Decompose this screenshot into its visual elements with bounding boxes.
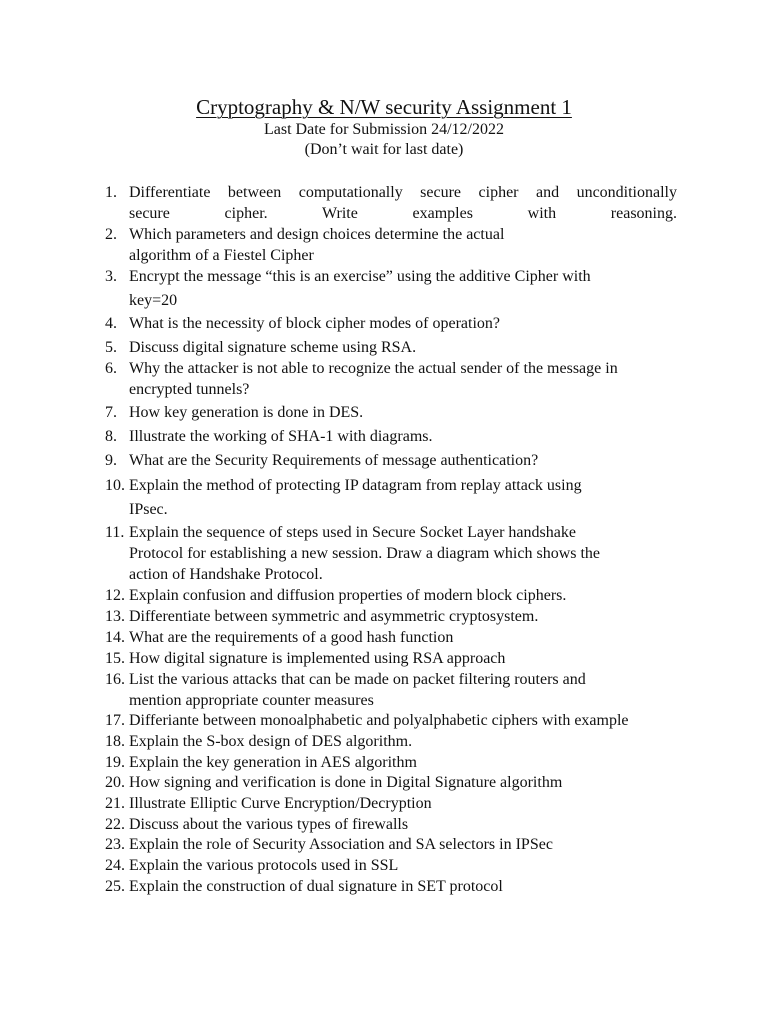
question-item — [105, 814, 677, 835]
question-text: How key generation is done in DES. — [129, 404, 364, 421]
question-item — [105, 522, 677, 585]
question-number: 20. — [105, 774, 125, 791]
question-number: 25. — [105, 878, 125, 895]
question-text: Explain the construction of dual signature in SET protocol — [129, 878, 503, 895]
question-item — [105, 450, 677, 471]
question-item — [105, 313, 677, 334]
question-item — [105, 182, 677, 224]
question-number: 3. — [105, 268, 117, 285]
question-number: 4. — [105, 315, 117, 332]
question-item — [105, 648, 677, 669]
reminder-note: (Don’t wait for last date) — [304, 141, 464, 158]
question-text: What is the necessity of block cipher modes of operation? — [129, 315, 500, 332]
question-text: Explain the key generation in AES algorithm — [129, 754, 417, 771]
question-number: 1. — [105, 184, 117, 201]
question-text: Explain the S-box design of DES algorithm. — [129, 733, 413, 750]
question-item — [105, 752, 677, 773]
question-item — [105, 337, 677, 358]
question-text: List the various attacks that can be made on packet filtering routers and mention appropriate counter measures — [129, 671, 586, 709]
question-number: 23. — [105, 836, 125, 853]
question-number: 10. — [105, 477, 125, 494]
question-item — [105, 876, 677, 897]
question-number: 21. — [105, 795, 125, 812]
question-text: Differiante between monoalphabetic and polyalphabetic ciphers with example — [129, 712, 629, 729]
question-item — [105, 585, 677, 606]
question-text: What are the requirements of a good hash function — [129, 629, 454, 646]
question-number: 8. — [105, 428, 117, 445]
question-item — [105, 402, 677, 423]
question-text: Differentiate between computationally secure cipher and unconditionally secure cipher. Write examples with reasoning. — [129, 184, 677, 222]
question-number: 7. — [105, 404, 117, 421]
question-item — [105, 669, 677, 711]
question-text: What are the Security Requirements of message authentication? — [129, 452, 539, 469]
submission-date-line: Last Date for Submission 24/12/2022 — [264, 121, 504, 138]
question-number: 6. — [105, 360, 117, 377]
question-number: 9. — [105, 452, 117, 469]
question-text: Why the attacker is not able to recognize the actual sender of the message in encrypted tunnels? — [129, 360, 618, 398]
question-text: Illustrate the working of SHA-1 with diagrams. — [129, 428, 433, 445]
question-text: Differentiate between symmetric and asymmetric cryptosystem. — [129, 608, 539, 625]
question-text: Discuss about the various types of firewalls — [129, 816, 409, 833]
question-item — [105, 358, 677, 400]
question-number: 13. — [105, 608, 125, 625]
question-text: Discuss digital signature scheme using RSA. — [129, 339, 417, 356]
question-item — [105, 834, 677, 855]
question-item — [105, 224, 677, 266]
question-item — [105, 793, 677, 814]
question-text: Explain the sequence of steps used in Secure Socket Layer handshake Protocol for establishing a new session. Draw a diagram which shows the action of Handshake Protocol. — [129, 524, 601, 583]
question-text: How signing and verification is done in Digital Signature algorithm — [129, 774, 563, 791]
question-number: 22. — [105, 816, 125, 833]
question-item — [105, 627, 677, 648]
question-text: Explain the method of protecting IP datagram from replay attack using IPsec. — [129, 477, 582, 518]
question-number: 12. — [105, 587, 125, 604]
question-text: How digital signature is implemented using RSA approach — [129, 650, 506, 667]
question-item — [105, 426, 677, 447]
question-number: 14. — [105, 629, 125, 646]
question-number: 16. — [105, 671, 125, 688]
question-item — [105, 606, 677, 627]
question-number: 2. — [105, 226, 117, 243]
question-item — [105, 265, 677, 313]
question-text: Illustrate Elliptic Curve Encryption/Decryption — [129, 795, 432, 812]
question-text: Explain the various protocols used in SSL — [129, 857, 399, 874]
question-number: 17. — [105, 712, 125, 729]
question-number: 11. — [105, 524, 125, 541]
question-item — [105, 474, 677, 522]
question-text: Explain the role of Security Association and SA selectors in IPSec — [129, 836, 553, 853]
question-item — [105, 772, 677, 793]
question-item — [105, 731, 677, 752]
question-item — [105, 710, 677, 731]
question-item — [105, 855, 677, 876]
question-text: Explain confusion and diffusion properties of modern block ciphers. — [129, 587, 567, 604]
question-number: 19. — [105, 754, 125, 771]
document-title: Cryptography & N/W security Assignment 1 — [196, 95, 572, 119]
question-number: 15. — [105, 650, 125, 667]
question-number: 18. — [105, 733, 125, 750]
question-number: 5. — [105, 339, 117, 356]
question-text: Which parameters and design choices determine the actual algorithm of a Fiestel Cipher — [129, 226, 505, 264]
question-text: Encrypt the message “this is an exercise” using the additive Cipher with key=20 — [129, 268, 591, 309]
question-number: 24. — [105, 857, 125, 874]
